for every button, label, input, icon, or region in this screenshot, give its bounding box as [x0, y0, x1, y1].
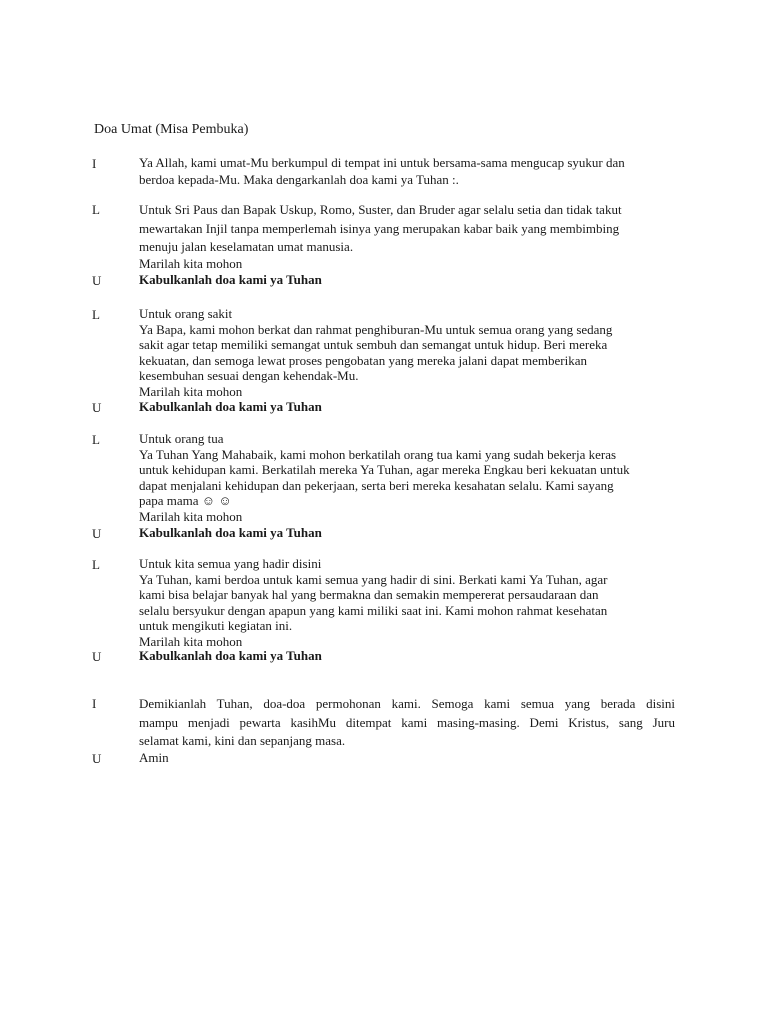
- text-line: kekuatan, dan semoga lewat proses pengobatan yang mereka jalani dapat memberikan: [139, 352, 587, 368]
- role-marker: U: [92, 273, 102, 288]
- role-marker: U: [92, 400, 102, 415]
- closing-text: [139, 695, 675, 751]
- text-line: Ya Bapa, kami mohon berkat dan rahmat penghiburan-Mu untuk semua orang yang sedang: [139, 321, 613, 337]
- role-marker: U: [92, 526, 102, 541]
- response-text: Kabulkanlah doa kami ya Tuhan: [139, 525, 322, 540]
- text-line: Demikianlah Tuhan, doa-doa permohonan kami. Semoga kami semua yang berada disini: [139, 696, 675, 711]
- petition-text: [139, 556, 675, 650]
- text-line: Ya Allah, kami umat-Mu berkumpul di tempat ini untuk bersama-sama mengucap syukur dan: [139, 155, 625, 170]
- response-text: Kabulkanlah doa kami ya Tuhan: [139, 272, 322, 287]
- petition-text: [139, 201, 675, 272]
- text-line: untuk mengikuti kegiatan ini.: [139, 618, 293, 634]
- text-line: Marilah kita mohon: [139, 383, 243, 399]
- text-line: dapat menjalani kehidupan dan pekerjaan, serta beri mereka kesahatan selalu. Kami sayang: [139, 477, 614, 493]
- role-marker: L: [92, 307, 100, 322]
- role-marker: I: [92, 156, 97, 171]
- text-line: Ya Tuhan Yang Mahabaik, kami mohon berkatilah orang tua kami yang sudah bekerja keras: [139, 446, 617, 462]
- response-text: Kabulkanlah doa kami ya Tuhan: [139, 399, 322, 414]
- text-line: Ya Tuhan, kami berdoa untuk kami semua yang hadir di sini. Berkati kami Ya Tuhan, agar: [139, 571, 608, 587]
- text-line: Untuk orang tua: [139, 431, 224, 446]
- role-marker: L: [92, 432, 100, 447]
- petition-text: [139, 431, 675, 525]
- text-line: Untuk orang sakit: [139, 306, 233, 321]
- response-text: Kabulkanlah doa kami ya Tuhan: [139, 648, 322, 663]
- role-marker: U: [92, 649, 102, 664]
- text-line: selamat kami, kini dan sepanjang masa.: [139, 733, 346, 748]
- text-line: kami bisa belajar banyak hal yang bermakna dan semakin mempererat persaudaraan dan: [139, 587, 599, 603]
- text-line: selalu bersyukur dengan apapun yang kami miliki saat ini. Kami mohon rahmat kesehatan: [139, 602, 608, 618]
- response-text: Amin: [139, 750, 169, 765]
- petition-text: [139, 306, 675, 400]
- text-line: untuk kehidupan kami. Berkatilah mereka Ya Tuhan, agar mereka Engkau beri kekuatan untuk: [139, 462, 630, 478]
- text-line: Marilah kita mohon: [139, 508, 243, 524]
- role-marker: U: [92, 751, 102, 766]
- text-line: Marilah kita mohon: [139, 633, 243, 649]
- document-title: Doa Umat (Misa Pembuka): [94, 122, 249, 137]
- role-marker: L: [92, 557, 100, 572]
- text-line: kesembuhan sesuai dengan kehendak-Mu.: [139, 368, 359, 384]
- intro-text: [139, 155, 675, 188]
- role-marker: L: [92, 202, 100, 217]
- text-line: papa mama ☺ ☺: [139, 493, 232, 509]
- text-line: sakit agar tetap memiliki semangat untuk sembuh dan semangat untuk hidup. Beri mereka: [139, 337, 608, 353]
- text-line: mewartakan Injil tanpa memperlemah isinya yang merupakan kabar baik yang membimbing: [139, 220, 620, 236]
- text-line: Marilah kita mohon: [139, 256, 243, 271]
- text-line: berdoa kepada-Mu. Maka dengarkanlah doa kami ya Tuhan :.: [139, 171, 459, 187]
- text-line: menuju jalan keselamatan umat manusia.: [139, 239, 354, 254]
- role-marker: I: [92, 696, 97, 711]
- text-line: Untuk kita semua yang hadir disini: [139, 556, 322, 571]
- text-line: Untuk Sri Paus dan Bapak Uskup, Romo, Suster, dan Bruder agar selalu setia dan tidak takut: [139, 202, 622, 217]
- text-line: mampu menjadi pewarta kasihMu ditempat kami masing-masing. Demi Kristus, sang Juru: [139, 714, 675, 730]
